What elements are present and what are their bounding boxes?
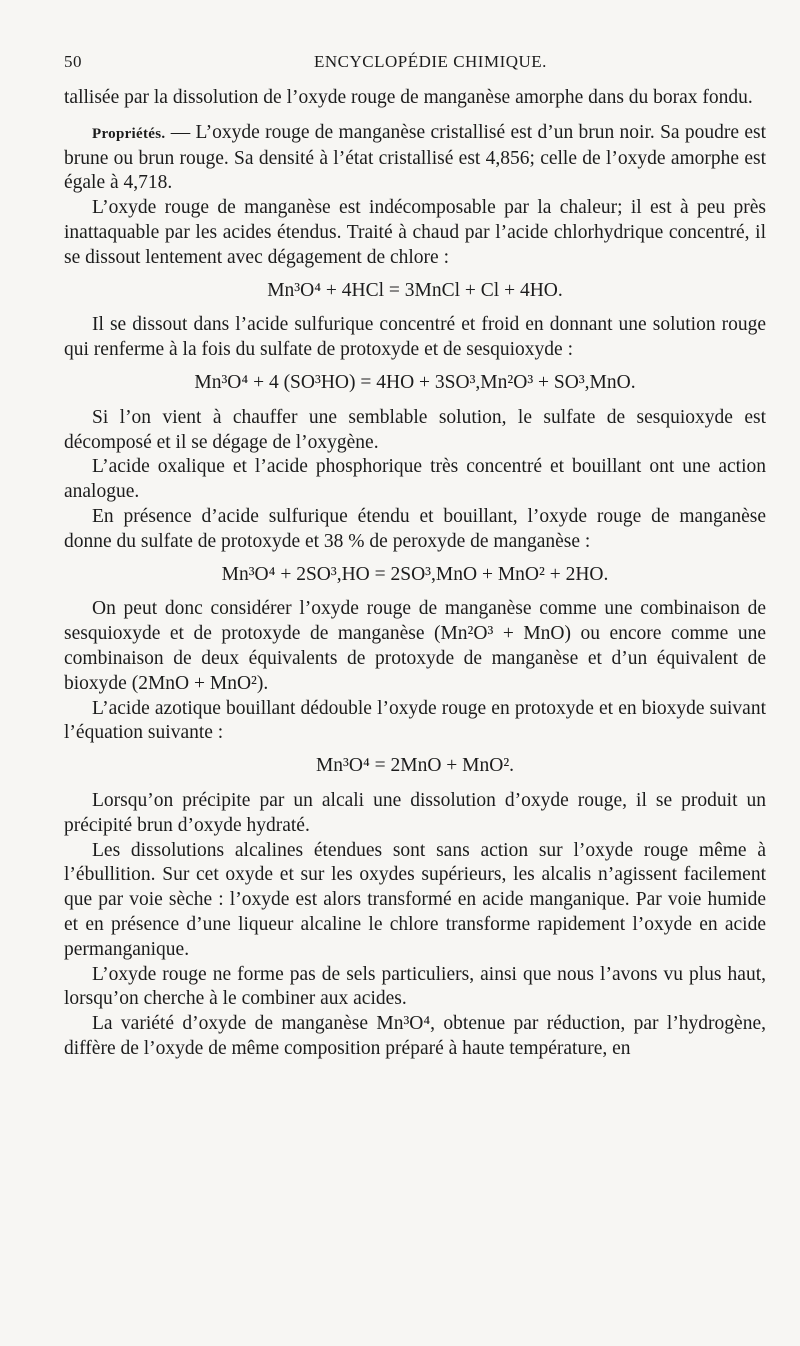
page-number: 50 — [64, 52, 82, 71]
paragraph: Les dissolutions alcalines étendues sont sans action sur l’oxyde rouge même à l’ébullition. Sur cet oxyde et sur les oxydes supérieurs, les alcalis n’agissent facilement que par voie sèche : l’oxyde est alors transformé en acide manganique. Par voie humide et en présence d’une liqueur alcaline le chlore transforme rapidement l’oxyde en acide permanganique. — [64, 839, 766, 960]
page-header — [64, 52, 764, 78]
paragraph: L’acide azotique bouillant dédouble l’oxyde rouge en protoxyde et en bioxyde suivant l’équation suivante : — [64, 697, 766, 744]
paragraph: L’oxyde rouge ne forme pas de sels particuliers, ainsi que nous l’avons vu plus haut, lorsqu’on cherche à le combiner aux acides. — [64, 963, 766, 1010]
running-title: ENCYCLOPÉDIE CHIMIQUE. — [314, 52, 547, 71]
paragraph: L’acide oxalique et l’acide phosphorique très concentré et bouillant ont une action analogue. — [64, 456, 766, 503]
paragraph: tallisée par la dissolution de l’oxyde rouge de manganèse amorphe dans du borax fondu. — [64, 87, 753, 108]
equation: Mn³O⁴ + 4 (SO³HO) = 4HO + 3SO³,Mn²O³ + SO³,MnO. — [194, 371, 636, 393]
paragraph: La variété d’oxyde de manganèse Mn³O⁴, obtenue par réduction, par l’hydrogène, diffère de l’oxyde de même composition préparé à haute température, en — [64, 1013, 766, 1059]
paragraph: Si l’on vient à chauffer une semblable solution, le sulfate de sesquioxyde est décomposé et il se dégage de l’oxygène. — [64, 406, 766, 453]
section-lead: Propriétés. — [92, 125, 166, 142]
paragraph-properties — [64, 121, 766, 196]
paragraph: L’oxyde rouge de manganèse est indécomposable par la chaleur; il est à peu près inattaquable par les acides étendus. Traité à chaud par l’acide chlorhydrique concentré, il se dissout lentement avec dégagement de chlore : — [64, 197, 766, 268]
equation: Mn³O⁴ = 2MnO + MnO². — [315, 755, 515, 777]
paragraph: Lorsqu’on précipite par un alcali une dissolution d’oxyde rouge, il se produit un précipité brun d’oxyde hydraté. — [64, 789, 766, 836]
equation: Mn³O⁴ + 2SO³,HO = 2SO³,MnO + MnO² + 2HO. — [221, 563, 609, 585]
paragraph-text: — L’oxyde rouge de manganèse cristallisé est d’un brun noir. Sa poudre est brune ou brun rouge. Sa densité à l’état cristallisé est 4,856; celle de l’oxyde amorphe est égale à 4,718. — [64, 121, 766, 194]
page-body — [64, 86, 766, 1062]
paragraph: En présence d’acide sulfurique étendu et bouillant, l’oxyde rouge de manganèse donne du sulfate de protoxyde et 38 % de peroxyde de manganèse : — [64, 505, 766, 552]
paragraph: On peut donc considérer l’oxyde rouge de manganèse comme une combinaison de sesquioxyde et de protoxyde de manganèse (Mn²O³ + MnO) ou encore comme une combinaison de deux équivalents de protoxyde de manganèse et d’un équivalent de bioxyde (2MnO + MnO²). — [64, 598, 766, 694]
paragraph: Il se dissout dans l’acide sulfurique concentré et froid en donnant une solution rouge qui renferme à la fois du sulfate de protoxyde et de sesquioxyde : — [64, 314, 766, 361]
equation: Mn³O⁴ + 4HCl = 3MnCl + Cl + 4HO. — [267, 279, 563, 301]
